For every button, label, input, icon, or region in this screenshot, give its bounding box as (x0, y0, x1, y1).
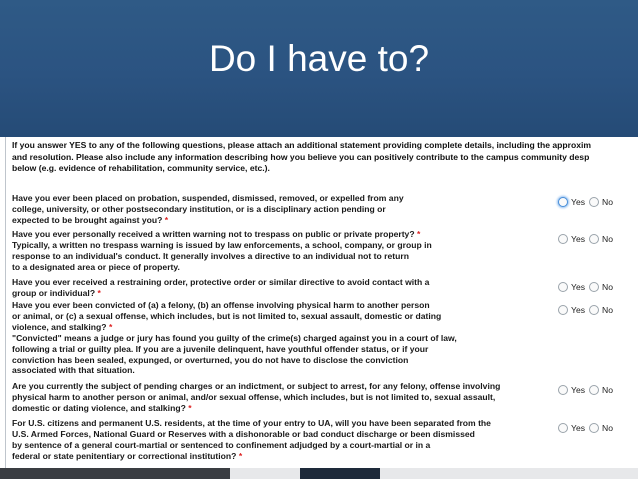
question-text: response to an individual's conduct. It generally involves a directive to an individual not to return (12, 250, 409, 261)
answer-options (558, 234, 617, 244)
radio-no[interactable] (589, 282, 599, 292)
question-pending-charges (12, 381, 552, 414)
question-convicted (12, 300, 552, 376)
radio-no-label: No (602, 305, 614, 315)
radio-yes[interactable] (558, 282, 568, 292)
footer-strip (0, 468, 638, 479)
radio-yes-label: Yes (571, 305, 586, 315)
required-marker: * (97, 287, 101, 298)
question-text: conviction has been sealed, expunged, or overturned, you do not have to disclose the conviction (12, 354, 409, 365)
radio-yes[interactable] (558, 305, 568, 315)
radio-yes[interactable] (558, 385, 568, 395)
form-instructions (12, 140, 638, 175)
radio-no[interactable] (589, 234, 599, 244)
question-text: expected to be brought against you? (12, 214, 163, 225)
radio-yes-label: Yes (571, 234, 586, 244)
required-marker: * (188, 402, 192, 413)
question-text: physical harm to another person or animal, and/or sexual offense, which includes, but is not limited to, sexual assault, (12, 391, 496, 402)
question-text: following a trial or guilty plea. If you are a juvenile delinquent, have youthful offender status, or if your (12, 343, 429, 354)
required-marker: * (238, 450, 243, 461)
answer-options (558, 282, 617, 292)
radio-no[interactable] (589, 305, 599, 315)
form-screenshot (5, 137, 638, 468)
question-text: Have you ever been placed on probation, suspended, dismissed, removed, or expelled from any (12, 193, 404, 203)
question-military-discharge (12, 418, 552, 462)
radio-no-label: No (602, 197, 614, 207)
radio-yes[interactable] (558, 197, 568, 207)
answer-options (558, 197, 617, 207)
radio-no-label: No (602, 234, 614, 244)
radio-yes[interactable] (558, 234, 568, 244)
question-text: Are you currently the subject of pending charges or an indictment, or subject to arrest, for any felony, offense involving (12, 381, 501, 391)
question-text: Have you ever been convicted of (a) a felony, (b) an offense involving physical harm to another person (12, 300, 430, 310)
question-text: federal or state penitentiary or correctional institution? (12, 450, 237, 461)
question-text: group or individual? (12, 287, 96, 298)
question-text: Typically, a written no trespass warning is issued by law enforcements, a school, company, or group in (12, 239, 432, 250)
required-marker: * (416, 229, 421, 239)
slide-banner (0, 0, 638, 137)
answer-options (558, 385, 617, 395)
question-text: associated with that situation. (12, 365, 135, 376)
radio-no[interactable] (589, 423, 599, 433)
instruction-line: below (e.g. evidence of rehabilitation, community service, etc.). (12, 163, 270, 174)
question-text: For U.S. citizens and permanent U.S. residents, at the time of your entry to UA, will you have been separated from the (12, 418, 491, 428)
radio-no[interactable] (589, 385, 599, 395)
answer-options (558, 305, 617, 315)
slide-title: Do I have to? (208, 38, 430, 79)
radio-no-label: No (602, 282, 614, 292)
required-marker: * (108, 321, 113, 332)
question-probation (12, 193, 552, 226)
radio-no-label: No (602, 423, 614, 433)
question-text: by sentence of a general court-martial or sentenced to confinement adjudged by a court-martial or in a (12, 439, 431, 450)
instruction-line: If you answer YES to any of the following questions, please attach an additional statement providing complete details, including the approxim (12, 140, 592, 150)
footer-dark-block (300, 468, 380, 479)
question-text: U.S. Armed Forces, National Guard or Reserves with a dishonorable or bad conduct discharge or been dismissed (12, 428, 475, 439)
radio-yes[interactable] (558, 423, 568, 433)
question-text: Have you ever personally received a written warning not to trespass on public or private property? (12, 229, 415, 239)
radio-yes-label: Yes (571, 423, 586, 433)
footer-dark-block (0, 468, 230, 479)
instruction-line: and resolution. Please also include any information describing how you believe you can positively contribute to the campus community desp (12, 151, 590, 162)
question-text: college, university, or other postsecondary institution, or is a disciplinary action pending or (12, 203, 386, 214)
radio-no[interactable] (589, 197, 599, 207)
question-text: domestic or dating violence, and stalking? (12, 402, 186, 413)
radio-no-label: No (602, 385, 614, 395)
radio-yes-label: Yes (571, 197, 586, 207)
question-text: violence, and stalking? (12, 321, 107, 332)
question-text: or animal, or (c) a sexual offense, which includes, but is not limited to, sexual assault, domestic or dating (12, 310, 442, 321)
question-text: to a designated area or piece of property. (12, 261, 180, 272)
answer-options (558, 423, 617, 433)
question-restraining-order (12, 277, 552, 299)
question-text: Have you ever received a restraining order, protective order or similar directive to avoid contact with a (12, 277, 430, 287)
radio-yes-label: Yes (571, 282, 586, 292)
required-marker: * (164, 214, 169, 225)
question-trespass (12, 229, 552, 273)
question-text: "Convicted" means a judge or jury has found you guilty of the crime(s) charged against you in a court of law, (12, 332, 457, 343)
radio-yes-label: Yes (571, 385, 586, 395)
